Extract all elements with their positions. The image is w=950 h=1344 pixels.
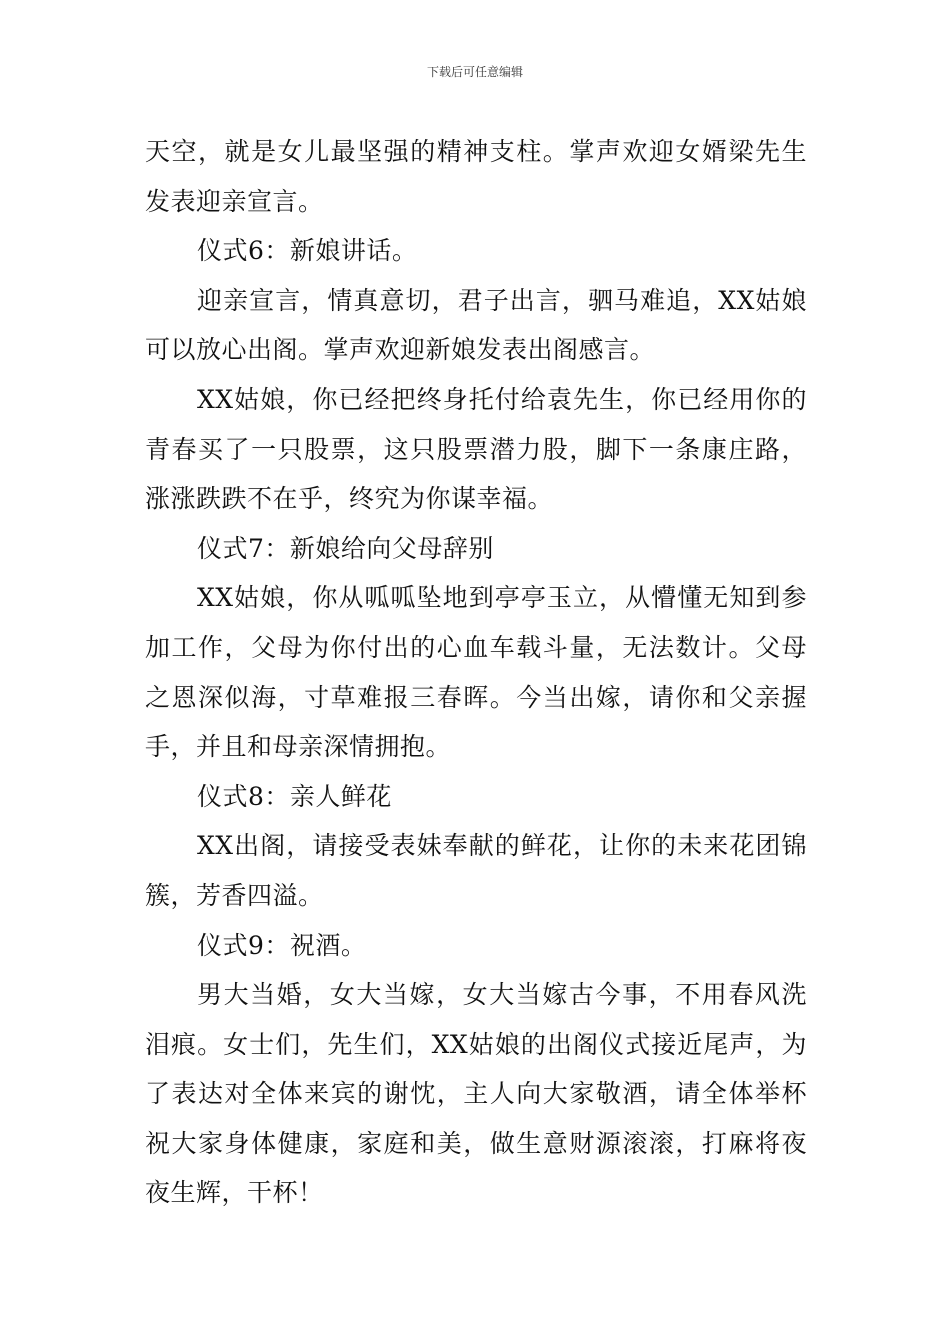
paragraph-ceremony-7-heading: 仪式7：新娘给向父母辞别 bbox=[197, 533, 494, 563]
paragraph-8: XX出阁，请接受表妹奉献的鲜花，让你的未来花团锦簇，芳香四溢。 bbox=[145, 831, 807, 910]
paragraph-ceremony-6-heading: 仪式6：新娘讲话。 bbox=[197, 236, 418, 266]
paragraph-10: 男大当婚，女大当嫁，女大当嫁古今事，不用春风洗泪痕。女士们，先生们，XX姑娘的出阁仪式接近尾声，为了表达对全体来宾的谢忱，主人向大家敬酒，请全体举杯祝大家身体健康，家庭和美，做生意财源滚滚，打麻将夜夜生辉，干杯！ bbox=[145, 980, 807, 1208]
page-header-note: 下载后可任意编辑 bbox=[426, 65, 523, 79]
paragraph-4: XX姑娘，你已经把终身托付给袁先生，你已经用你的青春买了一只股票，这只股票潜力股，脚下一条康庄路，涨涨跌跌不在乎，终究为你谋幸福。 bbox=[145, 384, 807, 514]
paragraph-ceremony-8-heading: 仪式8：亲人鲜花 bbox=[197, 781, 392, 811]
paragraph-3: 迎亲宣言，情真意切，君子出言，驷马难追，XX姑娘可以放心出阁。掌声欢迎新娘发表出阁感言。 bbox=[145, 285, 807, 365]
paragraph-1: 天空，就是女儿最坚强的精神支柱。掌声欢迎女婿梁先生发表迎亲宣言。 bbox=[145, 137, 807, 216]
paragraph-6: XX姑娘，你从呱呱坠地到亭亭玉立，从懵懂无知到参加工作，父母为你付出的心血车载斗量，无法数计。父母之恩深似海，寸草难报三春晖。今当出嫁，请你和父亲握手，并且和母亲深情拥抱。 bbox=[145, 583, 807, 762]
document-body bbox=[145, 127, 807, 1218]
paragraph-ceremony-9-heading: 仪式9：祝酒。 bbox=[197, 930, 367, 960]
